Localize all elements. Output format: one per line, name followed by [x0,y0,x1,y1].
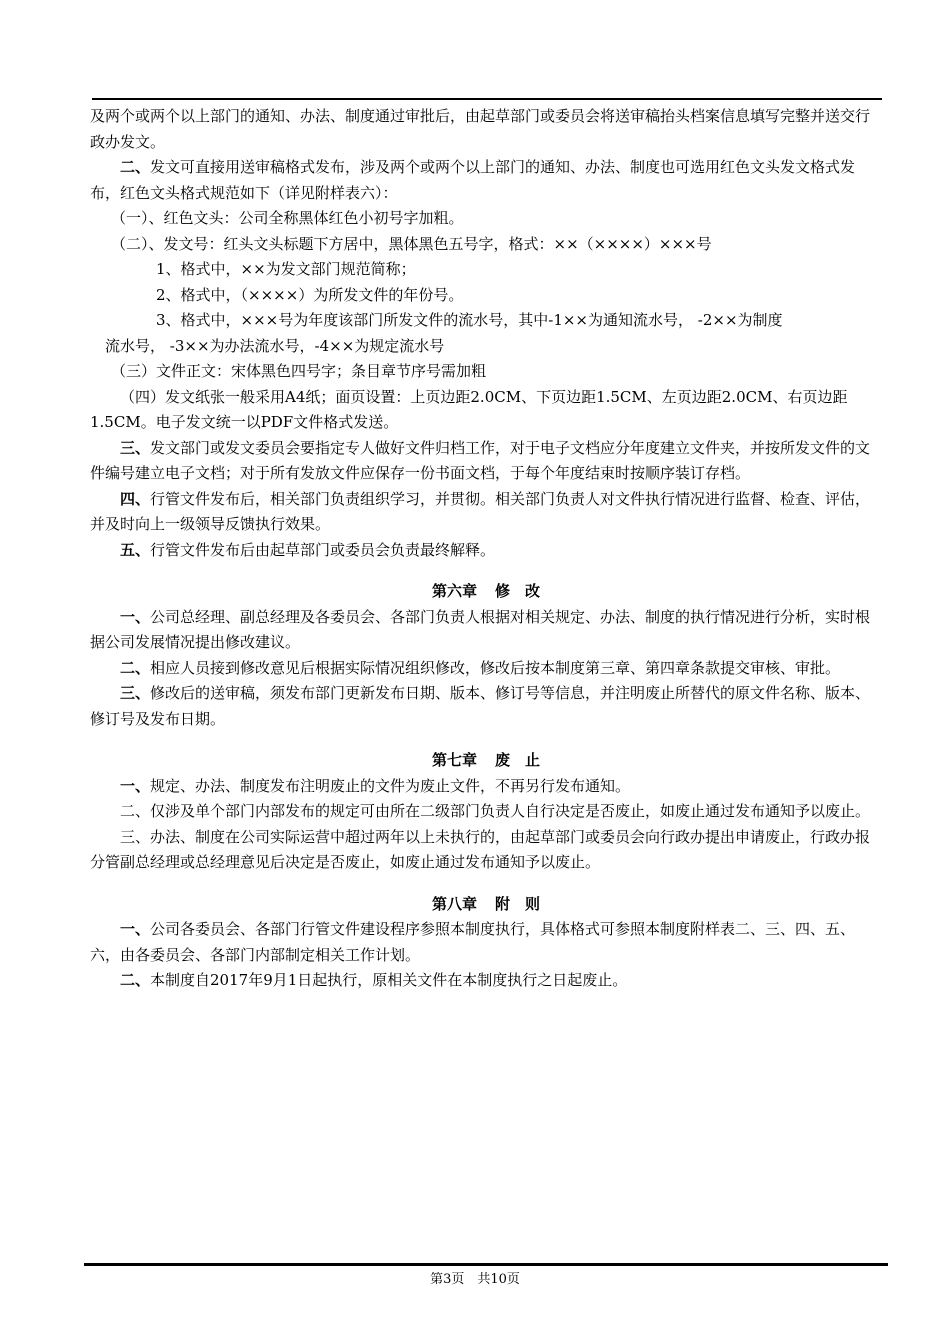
chapter-6-heading [90,579,882,605]
clause-number: 五、 [120,540,151,559]
clause-text: 流水号， -3××为办法流水号，-4××为规定流水号 [105,336,445,355]
clause-text: 二、仅涉及单个部门内部发布的规定可由所在二级部门负责人自行决定是否废止，如废止通过发布通知予以废止。 [120,802,871,820]
clause-number: 三、 [120,684,151,702]
paragraph [90,334,882,360]
paragraph [90,605,882,656]
chapter-6-number: 第六章 [431,582,477,600]
paragraph [90,681,882,732]
clause-text: 发文部门或发文委员会要指定专人做好文件归档工作，对于电子文档应分年度建立文件夹，并按所发文件的文件编号建立电子文档；对于所有发放文件应保存一份书面文档，于每个年度结束时按顺序装订存档。 [90,438,871,482]
clause-text: 及两个或两个以上部门的通知、办法、制度通过审批后，由起草部门或委员会将送审稿抬头档案信息填写完整并送交行政办发文。 [90,107,871,151]
chapter-8-body [90,917,882,994]
clause-number: 二、 [120,158,151,176]
clause-text: 1、格式中，××为发文部门规范简称； [156,260,416,278]
clause-text: 行管文件发布后，相关部门负责组织学习，并贯彻。相关部门负责人对文件执行情况进行监督、检查、评估，并及时向上一级领导反馈执行效果。 [90,489,871,533]
paragraph [90,232,882,258]
clause-text: 3、格式中，×××号为年度该部门所发文件的流水号，其中-1××为通知流水号， -2××为制度 [156,311,783,329]
section-5-continuation [90,104,882,563]
clause-number: 二、 [120,658,151,677]
chapter-8-title: 附 则 [495,894,541,913]
clause-number: 一、 [120,920,151,938]
clause-text: 公司总经理、副总经理及各委员会、各部门负责人根据对相关规定、办法、制度的执行情况进行分析，实时根据公司发展情况提出修改建议。 [90,607,871,651]
clause-text: 发文可直接用送审稿格式发布，涉及两个或两个以上部门的通知、办法、制度也可选用红色文头发文格式发布，红色文头格式规范如下（详见附样表六）： [90,158,856,202]
paragraph [90,968,882,994]
paragraph [90,799,882,825]
clause-number: 二、 [120,971,151,989]
paragraph [90,104,882,155]
chapter-8-number: 第八章 [431,894,477,913]
clause-text: 修改后的送审稿，须发布部门更新发布日期、版本、修订号等信息，并注明废止所替代的原文件名称、版本、修订号及发布日期。 [90,684,871,728]
clause-text: 本制度自2017年9月1日起执行，原相关文件在本制度执行之日起废止。 [150,971,628,989]
clause-text: （三）文件正文：宋体黑色四号字；条目章节序号需加粗 [111,362,487,380]
clause-number: 一、 [120,607,151,626]
paragraph [90,538,882,564]
clause-text: 行管文件发布后由起草部门或委员会负责最终解释。 [150,540,496,559]
clause-text: （二）、发文号：红头文头标题下方居中，黑体黑色五号字，格式：××（××××）×××号 [111,234,712,253]
clause-text: 规定、办法、制度发布注明废止的文件为废止文件，不再另行发布通知。 [150,776,631,795]
paragraph [90,917,882,968]
paragraph [90,436,882,487]
chapter-6-title: 修 改 [495,582,541,600]
chapter-8-heading [90,892,882,918]
clause-text: 2、格式中，（××××）为所发文件的年份号。 [156,285,464,304]
paragraph [90,774,882,800]
chapter-7-title: 废 止 [495,751,541,769]
footer-rule [84,1263,888,1266]
clause-number: 四、 [120,489,151,508]
chapter-7-heading [90,748,882,774]
document-body [90,104,882,994]
chapter-7-number: 第七章 [431,751,477,769]
paragraph [90,385,882,436]
clause-text: 公司各委员会、各部门行管文件建设程序参照本制度执行，具体格式可参照本制度附样表二、三、四、五、六，由各委员会、各部门内部制定相关工作计划。 [90,920,856,964]
paragraph [90,487,882,538]
page-number: 第3页 共10页 [430,1272,520,1287]
chapter-6-body [90,605,882,733]
clause-number: 三、 [120,438,151,457]
paragraph [90,825,882,876]
clause-text: 三、办法、制度在公司实际运营中超过两年以上未执行的，由起草部门或委员会向行政办提出申请废止，行政办报分管副总经理或总经理意见后决定是否废止，如废止通过发布通知予以废止。 [90,827,871,871]
paragraph [90,257,882,283]
paragraph [90,155,882,206]
clause-text: （一）、红色文头：公司全称黑体红色小初号字加粗。 [111,209,464,227]
paragraph [90,656,882,682]
clause-number: 一、 [120,776,151,795]
paragraph [90,359,882,385]
header-rule [92,98,882,100]
clause-text: （四）发文纸张一般采用A4纸；面页设置：上页边距2.0CM、下页边距1.5CM、左页边距2.0CM、右页边距1.5CM。电子发文统一以PDF文件格式发送。 [90,387,848,431]
paragraph [90,283,882,309]
clause-text: 相应人员接到修改意见后根据实际情况组织修改，修改后按本制度第三章、第四章条款提交审核、审批。 [150,658,841,677]
paragraph [90,206,882,232]
chapter-7-body [90,774,882,876]
paragraph [90,308,882,334]
